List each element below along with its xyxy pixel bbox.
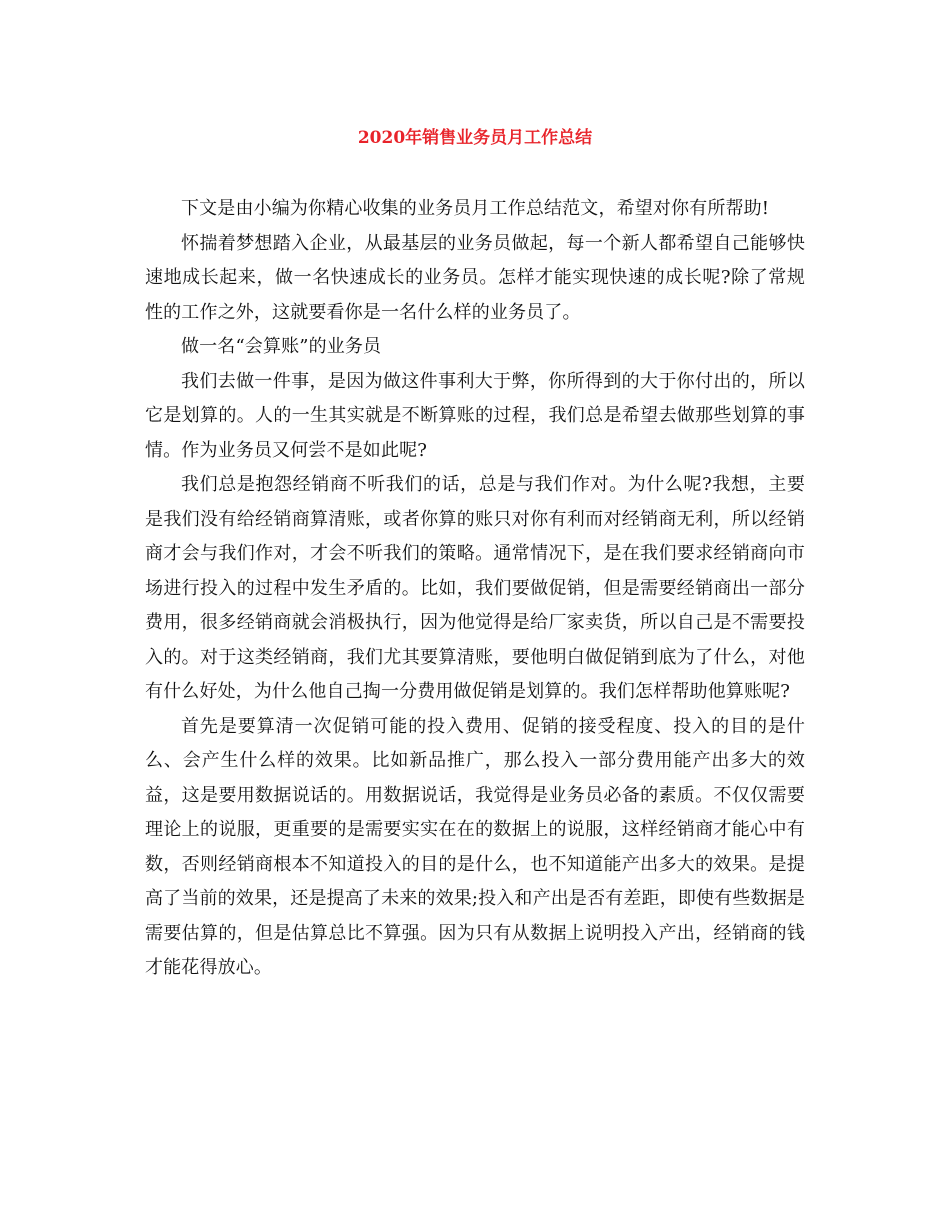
section-heading: 做一名“会算账”的业务员 [181,336,382,357]
paragraph-growth: 怀揣着梦想踏入企业，从最基层的业务员做起，每一个新人都希望自己能够快速地成长起来，做一名快速成长的业务员。怎样才能实现快速的成长呢?除了常规性的工作之外，这就要看你是一名什么样的业务员了。 [145,232,805,323]
paragraph-worth-it: 我们去做一件事，是因为做这件事利大于弊，你所得到的大于你付出的，所以它是划算的。人的一生其实就是不断算账的过程，我们总是希望去做那些划算的事情。作为业务员又何尝不是如此呢? [145,370,805,461]
document-title: 2020年销售业务员月工作总结 [357,128,593,148]
document-body [145,192,805,986]
paragraph-intro: 下文是由小编为你精心收集的业务员月工作总结范文，希望对你有所帮助! [181,198,770,219]
paragraph-data: 首先是要算清一次促销可能的投入费用、促销的接受程度、投入的目的是什么、会产生什么样的效果。比如新品推广，那么投入一部分费用能产出多大的效益，这是要用数据说话的。用数据说话，我觉得是业务员必备的素质。不仅仅需要理论上的说服，更重要的是需要实实在在的数据上的说服，这样经销商才能心中有数，否则经销商根本不知道投入的目的是什么，也不知道能产出多大的效果。是提高了当前的效果，还是提高了未来的效果;投入和产出是否有差距，即使有些数据是需要估算的，但是估算总比不算强。因为只有从数据上说明投入产出，经销商的钱才能花得放心。 [145,715,805,978]
paragraph-dealers: 我们总是抱怨经销商不听我们的话，总是与我们作对。为什么呢?我想，主要是我们没有给经销商算清账，或者你算的账只对你有利而对经销商无利，所以经销商才会与我们作对，才会不听我们的策略。通常情况下，是在我们要求经销商向市场进行投入的过程中发生矛盾的。比如，我们要做促销，但是需要经销商出一部分费用，很多经销商就会消极执行，因为他觉得是给厂家卖货，所以自己是不需要投入的。对于这类经销商，我们尤其要算清账，要他明白做促销到底为了什么，对他有什么好处，为什么他自己掏一分费用做促销是划算的。我们怎样帮助他算账呢? [145,474,805,702]
